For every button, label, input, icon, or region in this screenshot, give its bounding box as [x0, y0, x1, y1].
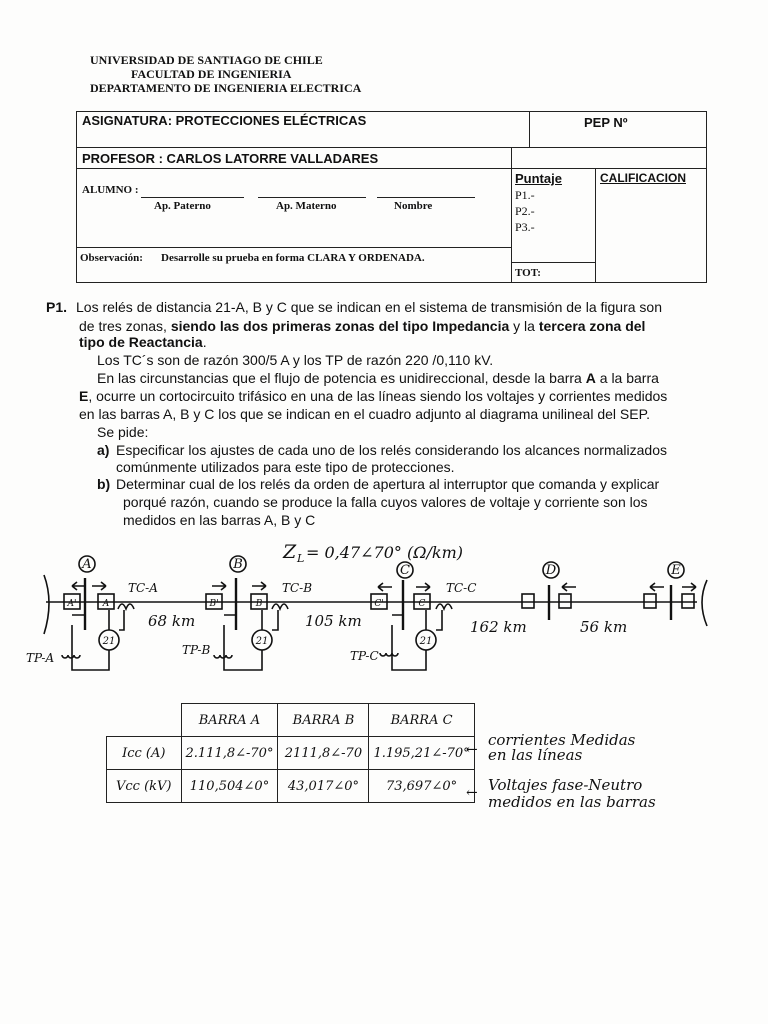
nombre-label: Nombre [394, 200, 433, 212]
table-row-vcc [107, 770, 475, 803]
row-label-vcc: Vcc (kV) [107, 770, 182, 803]
divider-v-pep [529, 111, 530, 147]
pt-b-symbol [214, 655, 232, 658]
problem-line-3 [79, 334, 207, 350]
breaker-a-prime-label: A' [67, 599, 77, 609]
faculty-name: FACULTAD DE INGENIERIA [131, 67, 292, 81]
breaker-a-label: A [102, 599, 110, 609]
divider-h2 [76, 168, 512, 169]
ap-paterno-line[interactable] [141, 197, 244, 198]
measurements-table [106, 703, 475, 803]
arrow-c-right [416, 583, 430, 591]
problem-line-2 [79, 318, 645, 334]
icc-barra-a: 2.111,8∠-70° [181, 737, 278, 770]
item-a-label: a) [97, 442, 110, 458]
bus-d-label: D [545, 563, 557, 578]
ap-materno-label: Ap. Materno [276, 200, 337, 212]
problem-line-3-bold: tipo de Reactancia [79, 334, 203, 350]
breaker-e-left [644, 594, 656, 608]
relay-b-label: 21 [255, 636, 269, 647]
problem-line-6a: E [79, 388, 89, 404]
tp-a-label: TP-A [26, 651, 55, 665]
zl-value: = 0,47∠70° (Ω/km) [306, 543, 463, 562]
breaker-d-left [522, 594, 534, 608]
arrow-c-left [378, 583, 392, 591]
problem-line-5 [97, 370, 659, 386]
problem-line-6 [79, 388, 667, 404]
university-name: UNIVERSIDAD DE SANTIAGO DE CHILE [90, 53, 323, 67]
ct-b-symbol [272, 604, 288, 609]
problem-line-2c: y la [513, 318, 535, 334]
relay-a-wiring [72, 610, 124, 670]
header-barra-a: BARRA A [181, 704, 278, 737]
zl-subscript: L [297, 552, 305, 565]
arrow-e-left [650, 583, 664, 591]
tp-c-label: TP-C [350, 649, 379, 663]
length-de: 56 km [580, 618, 628, 636]
arrow-a-right [92, 582, 106, 590]
puntaje-p3: P3.- [515, 220, 535, 234]
ap-materno-line[interactable] [258, 197, 366, 198]
breaker-b-prime-label: B' [209, 599, 219, 609]
ct-c-symbol [436, 604, 452, 609]
vcc-barra-b: 43,017∠0° [278, 770, 369, 803]
vcc-barra-c: 73,697∠0° [369, 770, 474, 803]
ap-paterno-label: Ap. Paterno [154, 200, 211, 212]
zl-symbol: Z [283, 541, 297, 563]
note-voltages-line-2: medidos en las barras [488, 793, 656, 811]
problem-line-1: Los relés de distancia 21-A, B y C que se indican en el sistema de transmisión de la figura son [76, 299, 662, 315]
problem-label: P1. [46, 299, 68, 315]
puntaje-p2: P2.- [515, 204, 535, 218]
pt-a-symbol [62, 655, 80, 658]
calificacion-label: CALIFICACION [600, 171, 686, 185]
breaker-b-label: B [255, 599, 263, 609]
divider-h-calif [511, 168, 707, 169]
note-currents-line-2: en las líneas [488, 746, 583, 764]
problem-line-2b: siendo las dos primeras zonas del tipo Impedancia [170, 318, 510, 334]
length-cd: 162 km [470, 618, 527, 636]
tc-b-label: TC-B [282, 581, 313, 595]
bus-c-label: C [400, 563, 410, 578]
arrow-b-right [252, 582, 266, 590]
note-arrow-2: ← [466, 785, 478, 801]
relay-c-label: 21 [419, 636, 433, 647]
profesor-label: PROFESOR : CARLOS LATORRE VALLADARES [82, 151, 379, 166]
puntaje-tot: TOT: [515, 267, 541, 279]
tc-a-label: TC-A [128, 581, 158, 595]
alumno-label: ALUMNO : [82, 184, 139, 196]
observacion-label: Observación: [80, 252, 143, 264]
tp-b-label: TP-B [182, 643, 211, 657]
department-name: DEPARTAMENTO DE INGENIERIA ELECTRICA [90, 81, 362, 95]
problem-line-5a: En las circunstancias que el flujo de potencia es unidireccional, desde la barra [97, 370, 582, 386]
asignatura-label: ASIGNATURA: PROTECCIONES ELÉCTRICAS [82, 113, 367, 128]
header-barra-c: BARRA C [369, 704, 474, 737]
bus-b-label: B [233, 557, 243, 572]
nombre-line[interactable] [377, 197, 475, 198]
problem-line-5c: a la barra [599, 370, 659, 386]
problem-line-5b: A [585, 370, 596, 386]
puntaje-p1: P1.- [515, 188, 535, 202]
observacion-text: Desarrolle su prueba en forma CLARA Y ORDENADA. [161, 252, 425, 264]
table-header-row [107, 704, 475, 737]
length-ab: 68 km [148, 612, 196, 630]
breaker-e-right [682, 594, 694, 608]
problem-line-4: Los TC´s son de razón 300/5 A y los TP de razón 220 /0,110 kV. [97, 352, 494, 368]
icc-barra-b: 2111,8∠-70 [278, 737, 369, 770]
source-e-arc [702, 580, 707, 626]
length-bc: 105 km [305, 612, 362, 630]
source-a-arc [44, 575, 49, 634]
item-b-line-3: medidos en las barras A, B y C [123, 512, 316, 528]
note-arrow-1: ← [466, 742, 478, 758]
relay-c-wiring [392, 610, 442, 670]
relay-b-wiring [224, 610, 278, 670]
problem-line-2d: tercera zona del [538, 318, 646, 334]
relay-a-label: 21 [102, 636, 116, 647]
breaker-d-right [559, 594, 571, 608]
arrow-b-left [212, 582, 226, 590]
divider-v-calif [595, 168, 596, 283]
arrow-e-right [682, 583, 696, 591]
icc-barra-c: 1.195,21∠-70° [369, 737, 474, 770]
puntaje-label: Puntaje [515, 171, 562, 186]
arrow-d-right [562, 583, 576, 591]
problem-line-8: Se pide: [97, 424, 149, 440]
vcc-barra-a: 110,504∠0° [181, 770, 278, 803]
problem-line-3-end: . [202, 334, 207, 350]
bus-e-label: E [671, 563, 681, 578]
item-a-line-2: comúnmente utilizados para este tipo de protecciones. [116, 459, 455, 475]
header-barra-b: BARRA B [278, 704, 369, 737]
row-label-icc: Icc (A) [107, 737, 182, 770]
item-b-line-1: Determinar cual de los relés da orden de apertura al interruptor que comanda y explicar [116, 476, 660, 492]
problem-line-7: en las barras A, B y C los que se indican en el cuadro adjunto al diagrama unilineal del SEP. [79, 406, 650, 422]
item-a-line-1: Especificar los ajustes de cada uno de los relés considerando los alcances normalizados [116, 442, 667, 458]
breaker-c-prime-label: C' [374, 599, 384, 609]
problem-line-6b: , ocurre un cortocircuito trifásico en una de las líneas siendo los voltajes y corrientes medidos [88, 388, 668, 404]
ct-a-symbol [118, 604, 134, 609]
pt-c-symbol [380, 653, 398, 656]
table-row-icc [107, 737, 475, 770]
table-corner [107, 704, 182, 737]
note-currents [488, 733, 635, 763]
problem-line-2a: de tres zonas, [79, 318, 167, 334]
pep-label: PEP Nº [584, 115, 628, 130]
note-voltages-line-1: Voltajes fase-Neutro [488, 776, 643, 794]
divider-h1 [76, 147, 707, 148]
divider-h-obs [76, 247, 512, 248]
single-line-diagram [0, 530, 768, 700]
item-b-line-2: porqué razón, cuando se produce la falla cuyos valores de voltaje y corriente son los [123, 494, 648, 510]
bus-a-label: A [82, 557, 92, 572]
tc-c-label: TC-C [446, 581, 477, 595]
note-currents-line-1: corrientes Medidas [488, 731, 636, 749]
divider-h-tot [511, 262, 596, 263]
item-b-label: b) [97, 476, 111, 492]
note-voltages [488, 777, 656, 811]
breaker-c-label: C [418, 599, 426, 609]
